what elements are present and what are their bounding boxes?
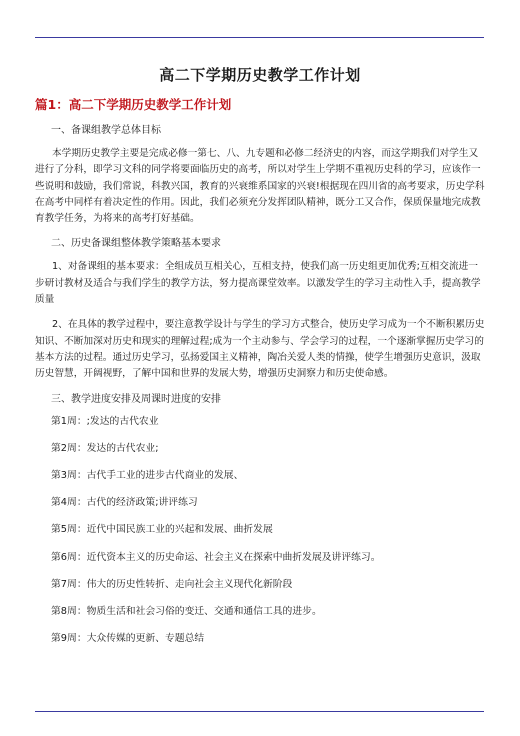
document-title: 高二下学期历史教学工作计划 bbox=[159, 66, 361, 84]
section-2-paragraph-2: 2、在具体的教学过程中，要注意教学设计与学生的学习方式整合，使历史学习成为一个不断积累历史知识、不断加深对历史和现实的理解过程;成为一个主动参与、学会学习的过程，一个逐渐掌握历史学习的基本方法的过程。通过历史学习，弘扬爱国主义精神，陶冶关爱人类的情操，使学生增强历史意识，汲取历史智慧，开阔视野，了解中国和世界的发展大势，增强历史洞察力和历史使命感。 bbox=[35, 319, 485, 380]
week-item-2: 第2周：发达的古代农业; bbox=[51, 442, 159, 454]
week-item-9: 第9周：大众传媒的更新、专题总结 bbox=[51, 633, 205, 645]
week-schedule-list bbox=[35, 414, 485, 648]
week-item-5: 第5周：近代中国民族工业的兴起和发展、曲折发展 bbox=[51, 524, 273, 536]
chapter-heading: 篇1：高二下学期历史教学工作计划 bbox=[35, 97, 232, 112]
section-2-paragraph-1: 1、对备课组的基本要求：全组成员互相关心，互相支持，使我们高一历史组更加优秀;互相交流进一步研讨教材及适合与我们学生的教学方法，努力提高课堂效率。以激发学生的学习主动性入手，提高教学质量 bbox=[35, 261, 481, 306]
section-heading-2: 二、历史备课组整体教学策略基本要求 bbox=[51, 238, 221, 250]
document-body bbox=[35, 62, 485, 647]
section-heading-1: 一、备课组教学总体目标 bbox=[51, 125, 161, 136]
week-item-3: 第3周：古代手工业的进步古代商业的发展、 bbox=[51, 469, 244, 481]
week-item-6: 第6周：近代资本主义的历史命运、社会主义在探索中曲折发展及讲评练习。 bbox=[51, 551, 381, 563]
week-item-7: 第7周：伟大的历史性转折、走向社会主义现代化新阶段 bbox=[51, 578, 293, 590]
section-heading-3: 三、教学进度安排及周课时进度的安排 bbox=[51, 393, 221, 405]
week-item-8: 第8周：物质生活和社会习俗的变迁、交通和通信工具的进步。 bbox=[51, 605, 322, 617]
section-1-paragraph-1: 本学期历史教学主要是完成必修一第七、八、九专题和必修二经济史的内容，而这学期我们对学生又进行了分科，即学习文科的同学将要面临历史的高考，所以对学生上学期不重视历史科的学习，应该作一些说明和鼓励，我们常说，科教兴国，教育的兴衰维系国家的兴衰!根据现在四川省的高考要求，历史学科在高考中同样有着决定性的作用。因此，我们必须充分发挥团队精神，既分工又合作，保质保量地完成教育教学任务，为将来的高考打好基础。 bbox=[35, 148, 485, 225]
footer-rule bbox=[35, 711, 484, 712]
week-item-4: 第4周：古代的经济政策;讲评练习 bbox=[51, 497, 198, 509]
header-rule bbox=[35, 37, 484, 38]
week-item-1: 第1周：;发达的古代农业 bbox=[51, 415, 159, 427]
